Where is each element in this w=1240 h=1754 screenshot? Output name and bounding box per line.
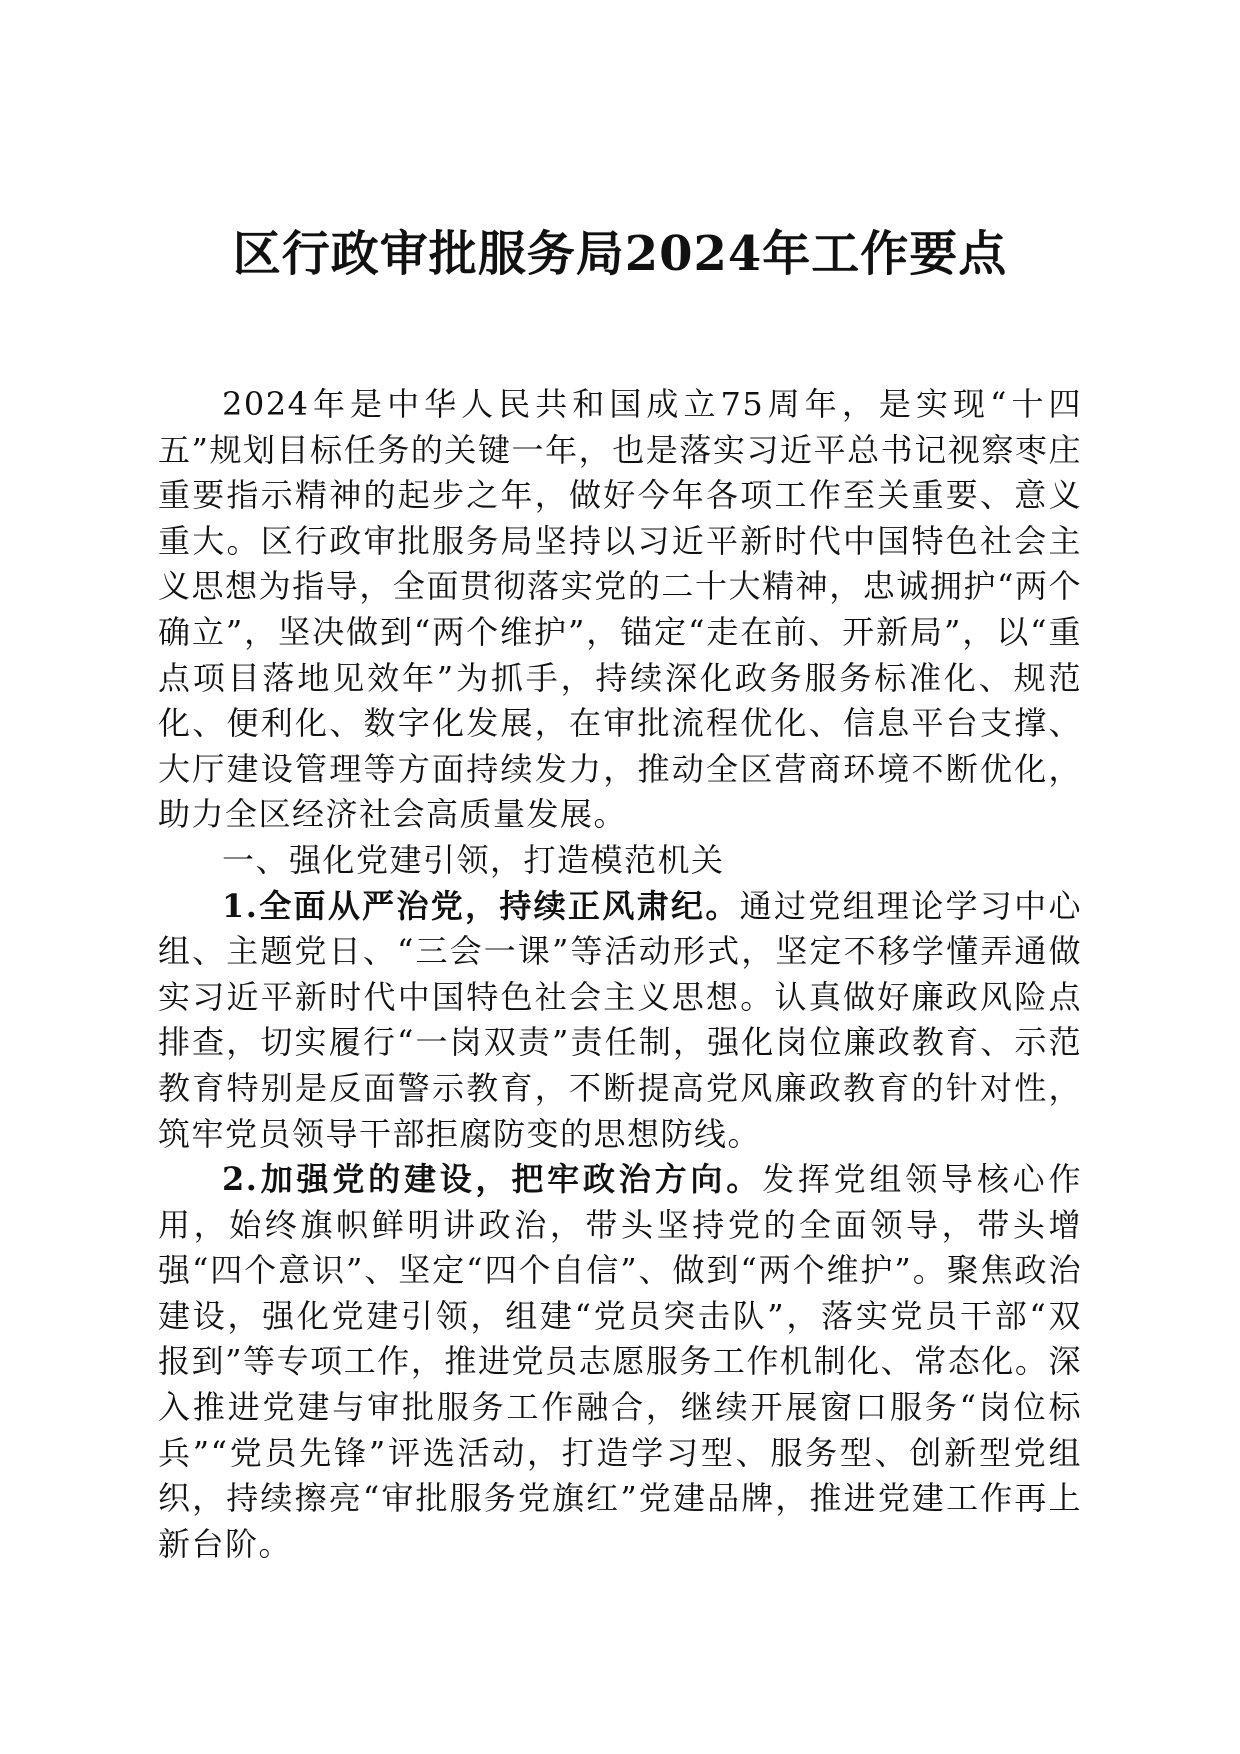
item-lead-2: 2.加强党的建设，把牢政治方向。 <box>222 1160 763 1199</box>
document-title: 区行政审批服务局2024年工作要点 <box>232 226 1008 282</box>
item-lead-1: 1.全面从严治党，持续正风肃纪。 <box>222 886 740 925</box>
document-body <box>158 382 1082 1567</box>
item-paragraph-2 <box>158 1157 1082 1567</box>
intro-paragraph: 2024年是中华人民共和国成立75周年，是实现“十四五”规划目标任务的关键一年，也是落实习近平总书记视察枣庄重要指示精神的起步之年，做好今年各项工作至关重要、意义重大。区行政审批服务局坚持以习近平新时代中国特色社会主义思想为指导，全面贯彻落实党的二十大精神，忠诚拥护“两个确立”，坚决做到“两个维护”，锚定“走在前、开新局”，以“重点项目落地见效年”为抓手，持续深化政务服务标准化、规范化、便利化、数字化发展，在审批流程优化、信息平台支撑、大厅建设管理等方面持续发力，推动全区营商环境不断优化，助力全区经济社会高质量发展。 <box>158 385 1082 834</box>
item-text-1: 通过党组理论学习中心组、主题党日、“三会一课”等活动形式，坚定不移学懂弄通做实习近平新时代中国特色社会主义思想。认真做好廉政风险点排查，切实履行“一岗双责”责任制，强化岗位廉政教育、示范教育特别是反面警示教育，不断提高党风廉政教育的针对性，筑牢党员领导干部拒腐防变的思想防线。 <box>158 886 1082 1153</box>
item-text-2: 发挥党组领导核心作用，始终旗帜鲜明讲政治，带头坚持党的全面领导，带头增强“四个意识”、坚定“四个自信”、做到“两个维护”。聚焦政治建设，强化党建引领，组建“党员突击队”，落实党员干部“双报到”等专项工作，推进党员志愿服务工作机制化、常态化。深入推进党建与审批服务工作融合，继续开展窗口服务“岗位标兵”“党员先锋”评选活动，打造学习型、服务型、创新型党组织，持续擦亮“审批服务党旗红”党建品牌，推进党建工作再上新台阶。 <box>158 1160 1082 1563</box>
section-heading-1: 一、强化党建引领，打造模范机关 <box>222 840 725 879</box>
item-paragraph-1 <box>158 884 1082 1158</box>
